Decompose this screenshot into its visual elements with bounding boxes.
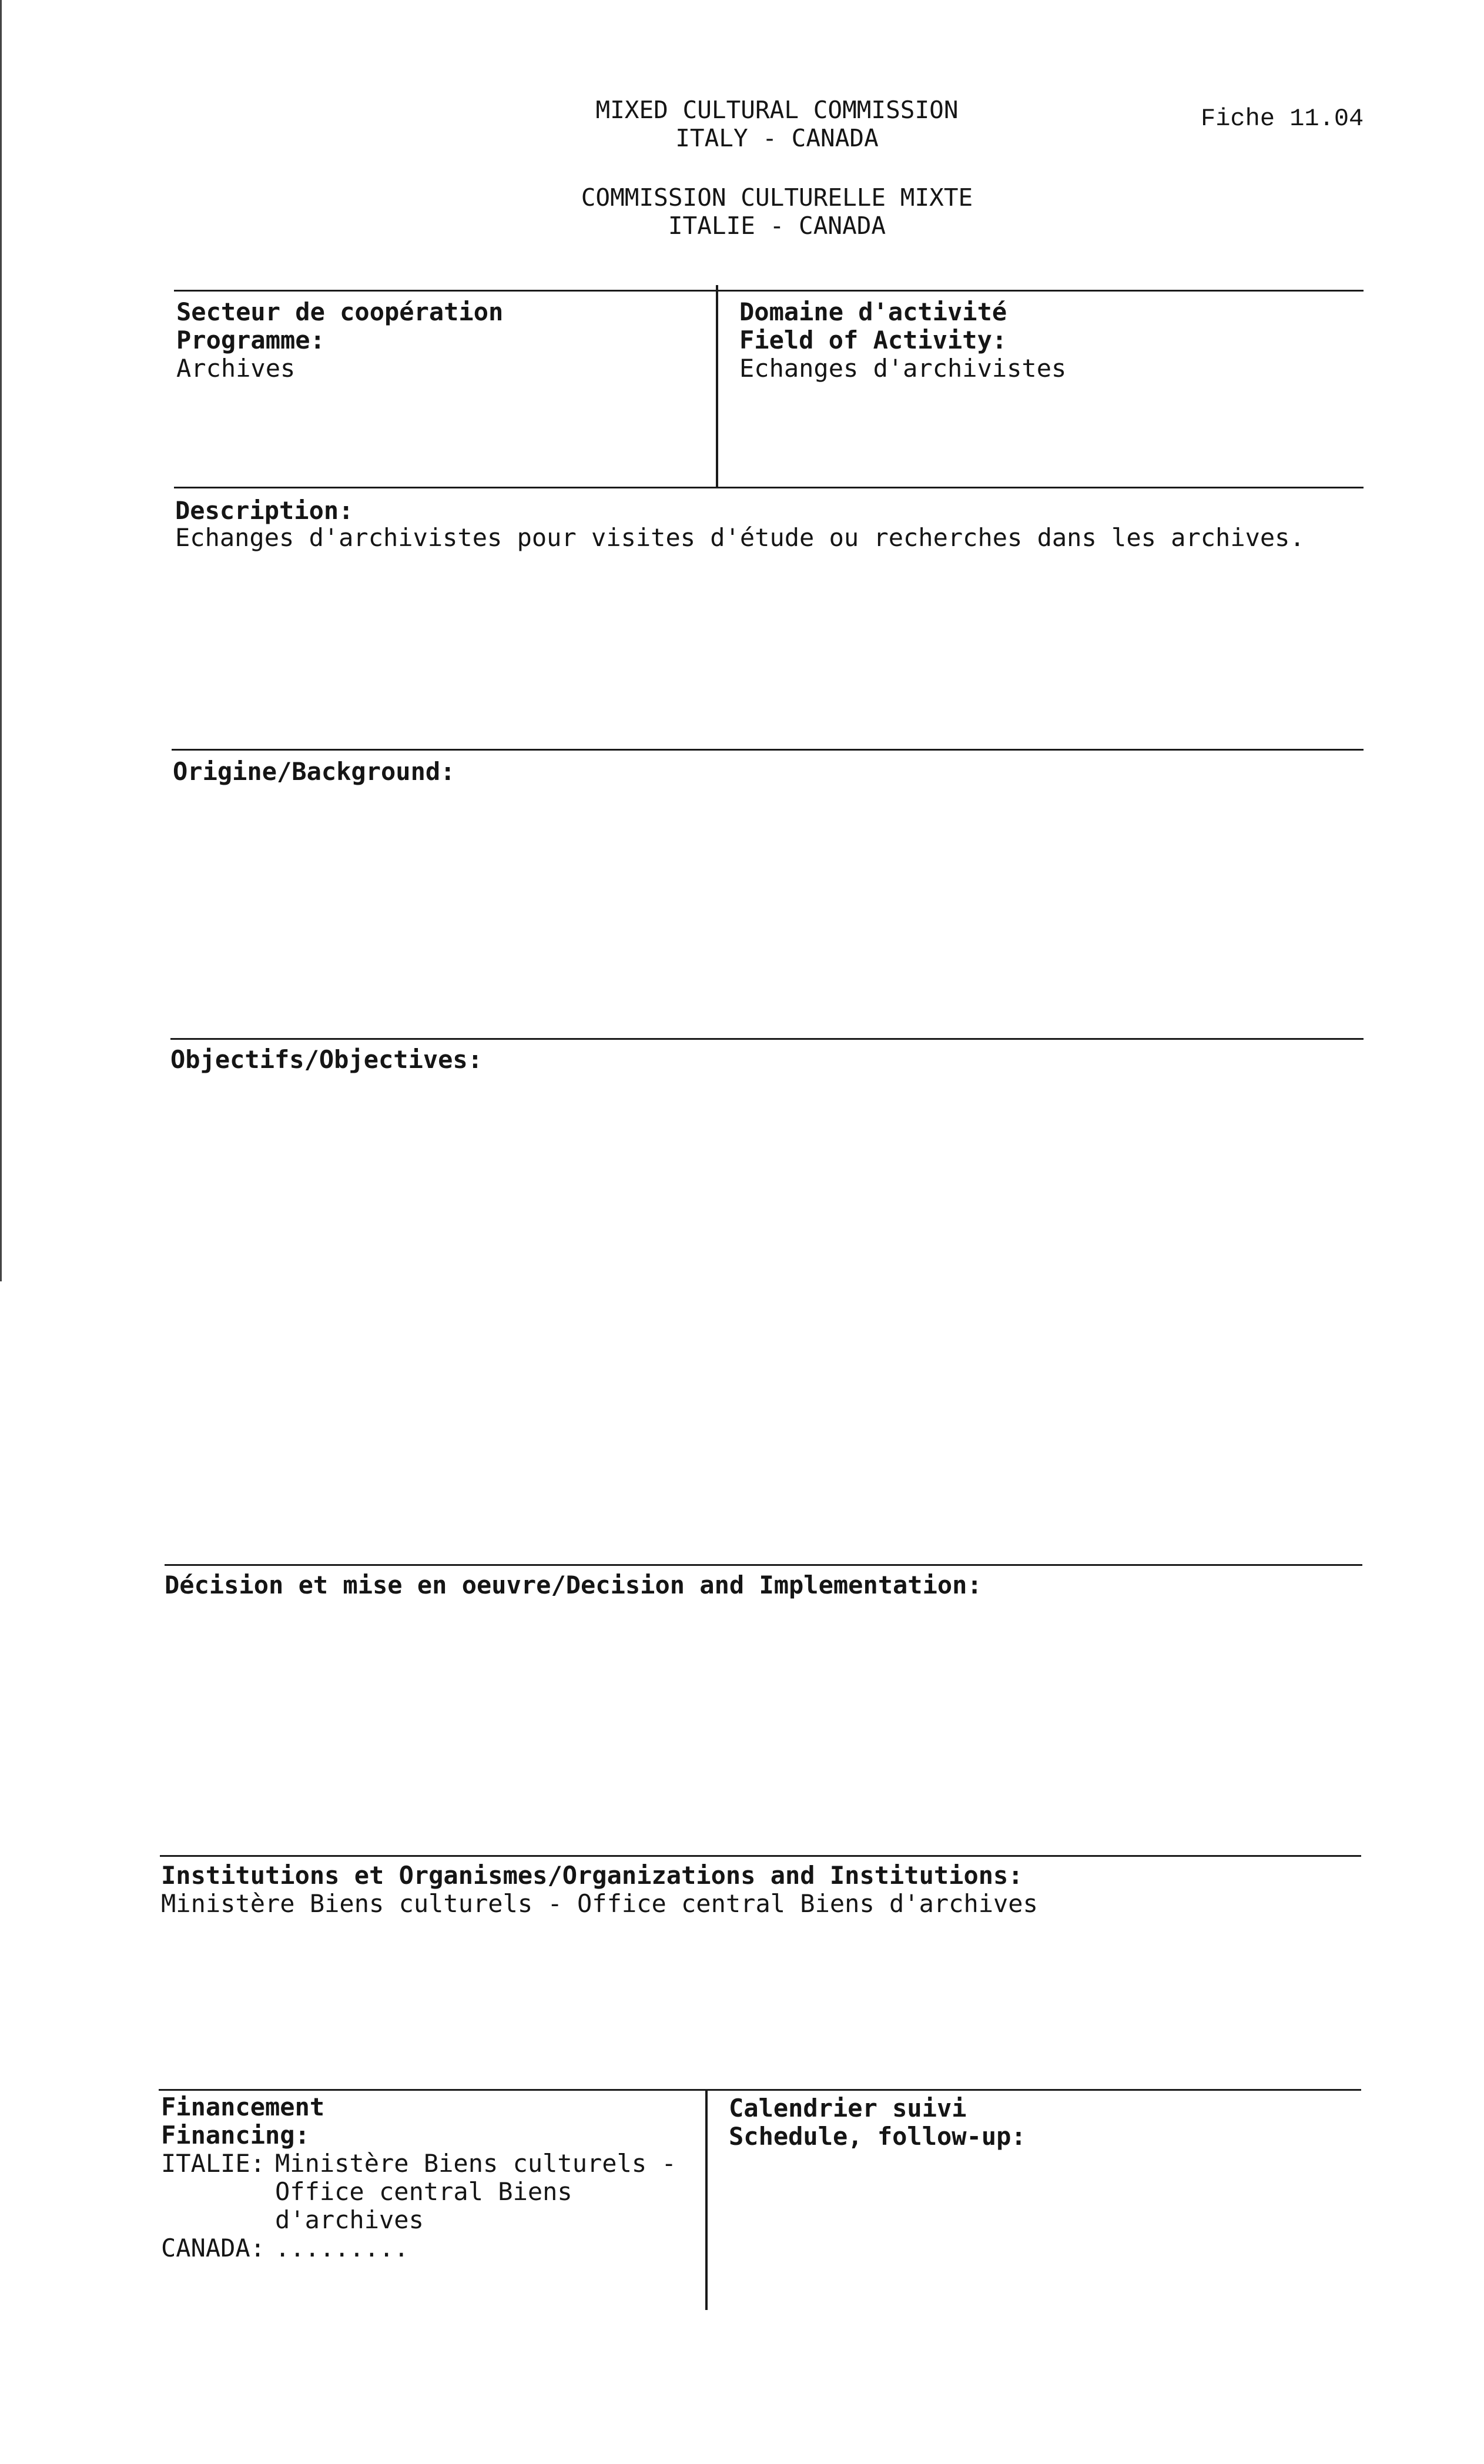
financing-italy-label: ITALIE: xyxy=(161,2149,266,2178)
institutions-value: Ministère Biens culturels - Office central Biens d'archives xyxy=(161,1889,1038,1918)
field-value: Echanges d'archivistes xyxy=(739,354,1067,383)
divider-financing-schedule xyxy=(705,2089,708,2310)
rule-decision xyxy=(165,1564,1362,1566)
sector-label: Secteur de coopération xyxy=(176,297,504,326)
description-value: Echanges d'archivistes pour visites d'étude ou recherches dans les archives. xyxy=(175,523,1305,552)
rule-top xyxy=(174,290,1364,292)
description-label: Description: xyxy=(175,496,354,525)
financing-italy-line3: d'archives xyxy=(275,2205,424,2234)
financing-label-en: Financing: xyxy=(161,2121,310,2150)
rule-description xyxy=(174,487,1364,488)
financing-italy-line2: Office central Biens xyxy=(275,2177,572,2206)
fiche-number: Fiche 11.04 xyxy=(1201,105,1364,133)
header-countries-fr: ITALIE - CANADA xyxy=(668,212,886,240)
financing-label-fr: Financement xyxy=(161,2093,325,2121)
financing-italy-line1: Ministère Biens culturels - xyxy=(275,2149,676,2178)
schedule-label-fr: Calendrier suivi xyxy=(729,2094,967,2122)
institutions-label: Institutions et Organismes/Organizations and Institutions: xyxy=(161,1861,1023,1890)
rule-origin xyxy=(172,749,1364,751)
header-countries-en: ITALY - CANADA xyxy=(675,124,879,152)
origin-label: Origine/Background: xyxy=(173,757,455,786)
objectives-label: Objectifs/Objectives: xyxy=(170,1045,483,1074)
page-edge-shadow xyxy=(0,0,2,1281)
financing-canada-value: ......... xyxy=(275,2234,409,2262)
rule-institutions xyxy=(160,1855,1361,1857)
header-title-fr: COMMISSION CULTURELLE MIXTE xyxy=(581,183,973,212)
program-value: Archives xyxy=(176,354,296,383)
financing-canada-label: CANADA: xyxy=(161,2234,266,2262)
divider-sector-domain xyxy=(716,285,718,488)
domain-label: Domaine d'activité xyxy=(739,297,1007,326)
rule-objectives xyxy=(170,1038,1364,1040)
field-label: Field of Activity: xyxy=(739,326,1007,354)
program-label: Programme: xyxy=(176,326,325,354)
decision-label: Décision et mise en oeuvre/Decision and Implementation: xyxy=(165,1571,982,1599)
rule-financing xyxy=(159,2089,1361,2091)
header-title-en: MIXED CULTURAL COMMISSION xyxy=(595,96,959,124)
schedule-label-en: Schedule, follow-up: xyxy=(729,2122,1026,2151)
